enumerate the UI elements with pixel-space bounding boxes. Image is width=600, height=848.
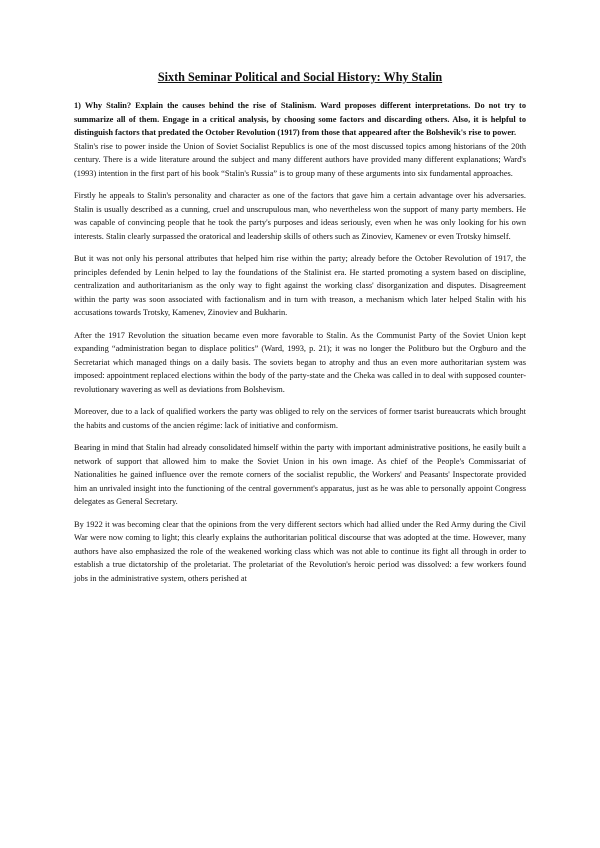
seminar-question: 1) Why Stalin? Explain the causes behind the rise of Stalinism. Ward proposes different interpretations. Do not try to summarize all of them. Engage in a critical analysis, by choosing some factors and discarding others. Also, it is helpful to distinguish factors that predated the October Revolution (1917) from those that appeared after the Bolshevik's rise to power. [74,101,526,137]
document-page [74,70,526,594]
document-title: Sixth Seminar Political and Social History: Why Stalin [157,70,443,84]
paragraph-administrative-positions: Bearing in mind that Stalin had already consolidated himself within the party with important administrative positions, he easily built a network of support that allowed him to make the Soviet Union in his own image. As chief of the People's Commissariat of Nationalities he gained influence over the remote corners of the socialist republic, the Workers' and Peasants' Inspectorate provided him an unrivaled insight into the functioning of the central government's apparatus, just as he was able to personally appoint Congress delegates as General Secretary. [74,443,526,506]
paragraph-intro: Stalin's rise to power inside the Union of Soviet Socialist Republics is one of the most discussed topics among historians of the 20th century. There is a wide literature around the subject and many different authors have provided many different explanations; Ward's (1993) intention in the first part of his book “Stalin's Russia” is to group many of these arguments into six fundamental approaches. [74,141,526,178]
paragraph-tsarist-bureaucrats: Moreover, due to a lack of qualified workers the party was obliged to rely on the services of former tsarist bureaucrats which brought the habits and customs of the ancien régime: lack of initiative and conformism. [74,407,526,430]
paragraph-working-class: By 1922 it was becoming clear that the opinions from the very different sectors which had allied under the Red Army during the Civil War were now coming to light; this clearly explains the authoritarian political discourse that was adopted at the time. However, many authors have also emphasized the role of the weakened working class which was not able to continue its fight all through in order to establish a true dictatorship of the proletariat. The proletariat of the Revolution's heroic period was dissolved: a few workers found jobs in the administrative system, others perished at [74,519,526,583]
paragraph-personality: Firstly he appeals to Stalin's personality and character as one of the factors that gave him a certain advantage over his adversaries. Stalin is usually described as a cunning, cruel and unscrupulous man, who nevertheless won the support of many party members. He was capable of convincing people that he took the party's purposes and ideas seriously, even when he was only looking for his own interests. Stalin clearly surpassed the oratorical and leadership skills of others such as Zinoviev, Kamenev or even Trotsky himself. [74,191,526,241]
paragraph-lenin-principles: But it was not only his personal attributes that helped him rise within the party; already before the October Revolution of 1917, the principles defended by Lenin helped to lay the foundations of the Stalinist era. He started promoting a system based on discipline, centralization and authoritarianism as the only way to fight against the working class' disorganization and disputes. Disagreement within the party was soon associated with factionalism and in turn with treason, a mechanism which later helped Stalin with his accusations towards Trotsky, Kamenev, Zinoviev and Bukharin. [74,254,526,317]
paragraph-post-revolution: After the 1917 Revolution the situation became even more favorable to Stalin. As the Communist Party of the Soviet Union kept expanding “administration began to displace politics” (Ward, 1993, p. 21); it was no longer the Politburo but the Orgburo and the Secretariat which managed things on a daily basis. The soviets began to atrophy and thus an even more authoritarian system was imposed: appointment replaced elections within the body of the party-state and the Cheka was called in to deal with supposed counter-revolutionary wavering as well as deviations from Bolshevism. [74,330,526,394]
